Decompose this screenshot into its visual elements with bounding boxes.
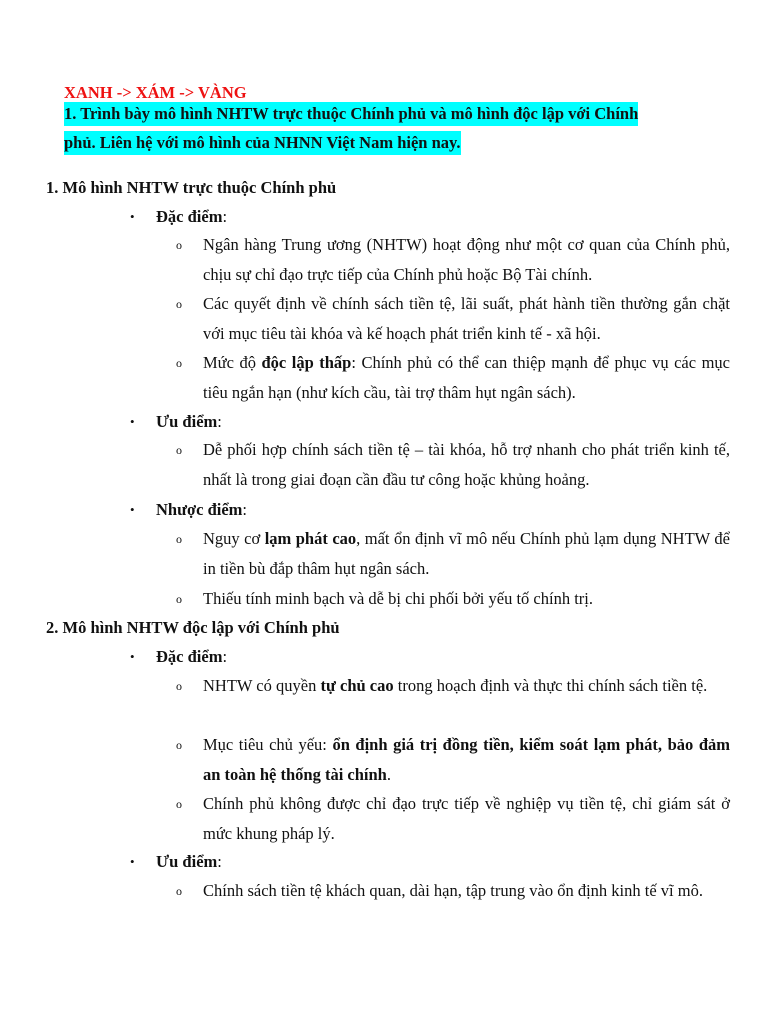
bullet-nhuoc-diem [130, 500, 247, 520]
bullet-dac-diem-2 [130, 647, 227, 667]
list-item-text [203, 671, 730, 701]
bullet-colon: : [217, 412, 222, 431]
circle-bullet-icon: o [176, 797, 182, 811]
list-item-text: Chính sách tiền tệ khách quan, dài hạn, tập trung vào ổn định kinh tế vĩ mô. [203, 881, 703, 900]
text-run: , mất ổn định vĩ mô nếu Chính phủ lạm dụng NHTW để in tiền bù đắp thâm hụt ngân sách. [203, 529, 730, 578]
circle-bullet-icon: o [176, 679, 182, 693]
list-item [176, 289, 730, 348]
question-highlight-1: 1. Trình bày mô hình NHTW trực thuộc Chính phủ và mô hình độc lập với Chính [64, 102, 638, 126]
bullet-icon: • [130, 649, 135, 664]
bullet-label: Nhược điểm [156, 500, 243, 519]
question-highlight-2: phủ. Liên hệ với mô hình của NHNN Việt Nam hiện nay. [64, 131, 461, 155]
bullet-label: Ưu điểm [156, 852, 218, 871]
list-item-text: Các quyết định về chính sách tiền tệ, lãi suất, phát hành tiền thường gắn chặt với mục tiêu tài khóa và kế hoạch phát triển kinh tế - xã hội. [203, 294, 730, 343]
text-run: : Chính phủ có thể can thiệp mạnh để phục vụ các mục tiêu ngắn hạn (như kích cầu, tài trợ thâm hụt ngân sách). [203, 353, 731, 402]
bullet-colon: : [222, 207, 228, 226]
list-item-text: Thiếu tính minh bạch và dễ bị chi phối bởi yếu tố chính trị. [203, 589, 593, 608]
list-item [176, 348, 730, 407]
bullet-icon: • [130, 854, 135, 869]
list-item [176, 789, 730, 848]
color-order-tag: XANH -> XÁM -> VÀNG [64, 83, 247, 102]
bullet-colon: : [217, 852, 222, 871]
question-line-1 [64, 103, 638, 125]
bullet-icon: • [130, 209, 135, 224]
text-run: trong hoạch định và thực thi chính sách tiền tệ. [393, 676, 708, 695]
section-2-heading: 2. Mô hình NHTW độc lập với Chính phủ [46, 618, 340, 637]
bold-run: độc lập thấp [261, 353, 352, 372]
circle-bullet-icon: o [176, 356, 182, 370]
list-item [176, 524, 730, 583]
text-run: Mức độ [203, 353, 262, 372]
list-item [176, 435, 730, 494]
bullet-dac-diem-1 [130, 207, 227, 227]
bullet-label: Ưu điểm [156, 412, 218, 431]
list-item-text: Dễ phối hợp chính sách tiền tệ – tài khóa, hỗ trợ nhanh cho phát triển kinh tế, nhất là trong giai đoạn cần đầu tư công hoặc khủng hoảng. [203, 440, 730, 489]
bullet-colon: : [222, 647, 228, 666]
bold-run: lạm phát cao [264, 529, 357, 548]
text-run: . [386, 764, 391, 784]
list-item [176, 584, 730, 614]
question-line-2 [64, 132, 461, 154]
section-1-heading: 1. Mô hình NHTW trực thuộc Chính phủ [46, 178, 337, 197]
circle-bullet-icon: o [176, 238, 182, 252]
text-run: NHTW có quyền [203, 676, 321, 695]
circle-bullet-icon: o [176, 443, 182, 457]
list-item [176, 671, 730, 701]
bullet-label: Đặc điểm [156, 207, 223, 226]
list-item [176, 876, 730, 906]
bullet-colon: : [242, 500, 248, 519]
circle-bullet-icon: o [176, 884, 182, 898]
bullet-uu-diem-1 [130, 412, 222, 432]
circle-bullet-icon: o [176, 592, 182, 606]
list-item-text [203, 348, 730, 407]
bullet-icon: • [130, 414, 135, 429]
list-item [176, 730, 730, 789]
bullet-label: Đặc điểm [156, 647, 223, 666]
bold-run: ổn định giá trị đồng tiền, kiểm soát lạm phát, bảo đảm an toàn hệ thống tài chính [203, 735, 730, 784]
list-item [176, 230, 730, 289]
bullet-icon: • [130, 502, 135, 517]
text-run: Nguy cơ [203, 529, 265, 548]
circle-bullet-icon: o [176, 738, 182, 752]
text-run: Mục tiêu chủ yếu: [203, 735, 333, 754]
bold-run: tự chủ cao [320, 676, 394, 695]
list-item-text: Ngân hàng Trung ương (NHTW) hoạt động như một cơ quan của Chính phủ, chịu sự chỉ đạo trực tiếp của Chính phủ hoặc Bộ Tài chính. [203, 235, 730, 284]
circle-bullet-icon: o [176, 532, 182, 546]
circle-bullet-icon: o [176, 297, 182, 311]
bullet-uu-diem-2 [130, 852, 222, 872]
list-item-text [203, 524, 730, 583]
list-item-text: Chính phủ không được chỉ đạo trực tiếp về nghiệp vụ tiền tệ, chỉ giám sát ở mức khung pháp lý. [203, 794, 730, 843]
list-item-text [203, 730, 730, 789]
